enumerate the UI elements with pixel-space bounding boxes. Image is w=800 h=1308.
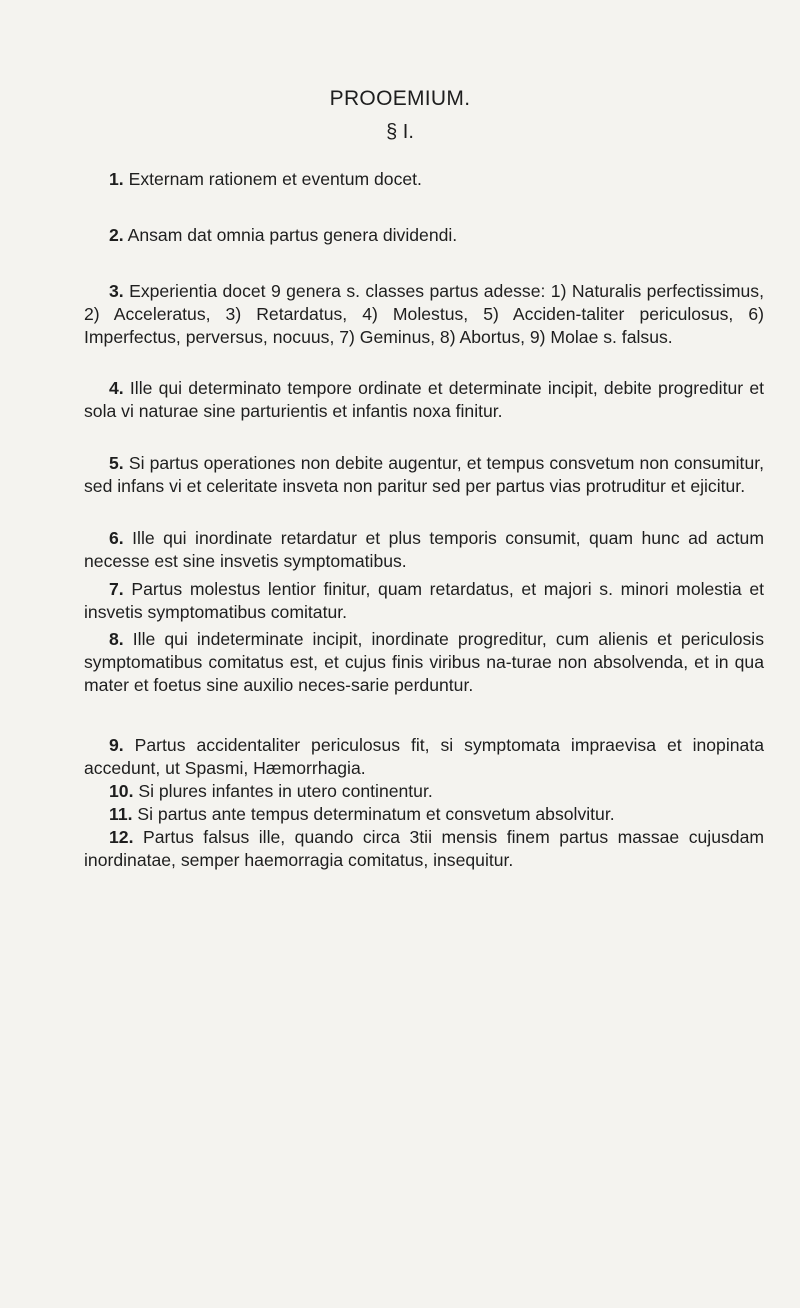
paragraph-5 bbox=[84, 452, 764, 498]
paragraph-text: Ansam dat omnia partus genera dividendi. bbox=[127, 225, 458, 245]
paragraph-7 bbox=[84, 578, 764, 624]
paragraph-number: 7. bbox=[109, 579, 124, 599]
paragraph-number: 4. bbox=[109, 378, 124, 398]
paragraph-12 bbox=[84, 826, 764, 872]
paragraph-4 bbox=[84, 377, 764, 423]
paragraph-3 bbox=[84, 280, 764, 349]
paragraph-text: Ille qui determinato tempore ordinate et determinate incipit, debite progreditur et sola vi naturae sine parturientis et infantis noxa finitur. bbox=[84, 378, 764, 421]
paragraph-2 bbox=[84, 224, 764, 247]
paragraph-text: Ille qui indeterminate incipit, inordinate progreditur, cum alienis et periculosis symptomatibus comitatus est, et cujus finis viribus na-turae non absolvenda, et in qua mater et foetus sine auxilio neces-sarie perduntur. bbox=[84, 629, 765, 695]
paragraph-text: Partus falsus ille, quando circa 3tii mensis finem partus massae cujusdam inordinatae, semper haemorragia comitatus, insequitur. bbox=[84, 827, 765, 870]
paragraph-number: 5. bbox=[109, 453, 124, 473]
paragraph-number: 8. bbox=[109, 629, 124, 649]
paragraph-11 bbox=[84, 803, 764, 826]
paragraph-text: Partus accidentaliter periculosus fit, si symptomata impraevisa et inopinata accedunt, ut Spasmi, Hæmorrhagia. bbox=[84, 735, 764, 778]
paragraph-8 bbox=[84, 628, 764, 697]
paragraph-number: 1. bbox=[109, 169, 124, 189]
paragraph-1 bbox=[84, 168, 764, 191]
paragraph-number: 10. bbox=[109, 781, 134, 801]
paragraph-text: Si partus operationes non debite augentur, et tempus consvetum non consumitur, sed infans vi et celeritate insveta non paritur sed per partus vias protruditur et ejicitur. bbox=[84, 453, 765, 496]
paragraph-6 bbox=[84, 527, 764, 573]
page-title: PROOEMIUM. bbox=[329, 87, 471, 110]
paragraph-number: 11. bbox=[109, 804, 133, 824]
paragraph-text: Partus molestus lentior finitur, quam retardatus, et majori s. minori molestia et insvetis symptomatibus comitatur. bbox=[84, 579, 765, 622]
paragraph-text: Externam rationem et eventum docet. bbox=[128, 169, 422, 189]
paragraph-number: 12. bbox=[109, 827, 134, 847]
paragraph-text: Experientia docet 9 genera s. classes partus adesse: 1) Naturalis perfectissimus, 2) Acceleratus, 3) Retardatus, 4) Molestus, 5) Acciden-taliter periculosus, 6) Imperfectus, perversus, nocuus, 7) Geminus, 8) Abortus, 9) Molae s. falsus. bbox=[84, 281, 764, 347]
paragraph-text: Ille qui inordinate retardatur et plus temporis consumit, quam hunc ad actum necesse est sine insvetis symptomatibus. bbox=[84, 528, 765, 571]
paragraph-number: 9. bbox=[109, 735, 124, 755]
paragraph-number: 6. bbox=[109, 528, 124, 548]
paragraph-9 bbox=[84, 734, 764, 780]
paragraph-text: Si plures infantes in utero continentur. bbox=[138, 781, 433, 801]
paragraph-number: 3. bbox=[109, 281, 124, 301]
section-number: § I. bbox=[386, 121, 414, 143]
paragraph-text: Si partus ante tempus determinatum et consvetum absolvitur. bbox=[137, 804, 615, 824]
paragraph-number: 2. bbox=[109, 225, 124, 245]
paragraph-10 bbox=[84, 780, 764, 803]
